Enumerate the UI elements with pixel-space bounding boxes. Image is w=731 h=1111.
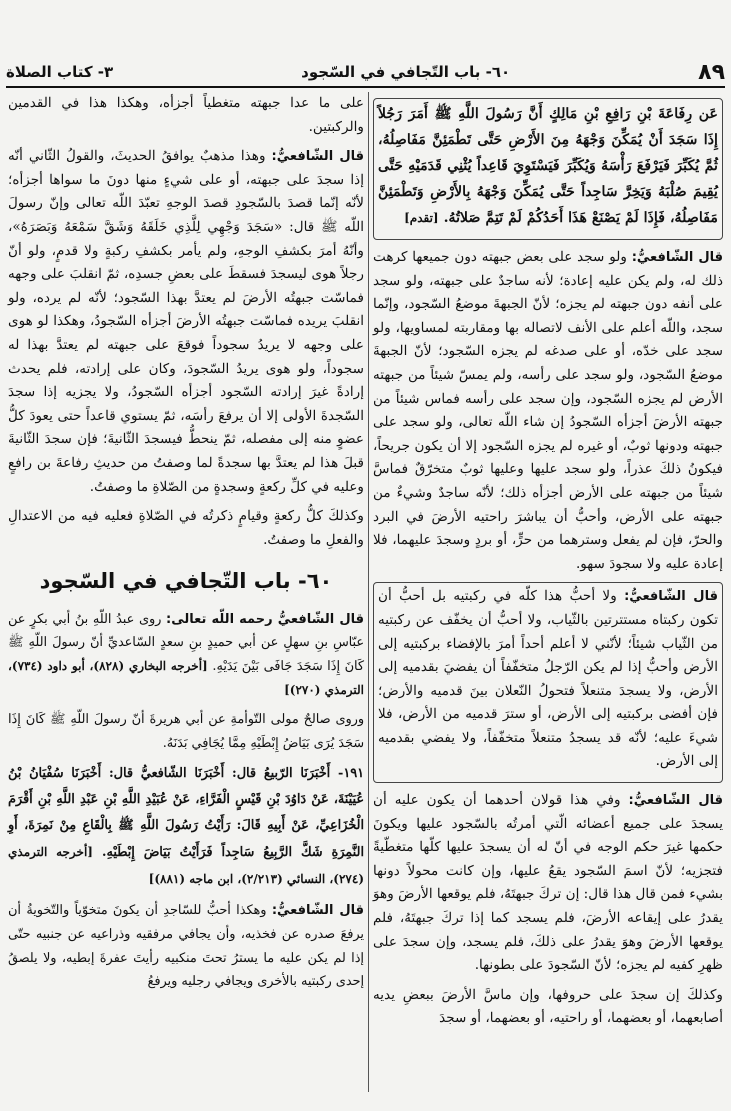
paragraph <box>8 899 364 993</box>
hadith-reference: [أخرجه البخاري (٨٢٨)، أبو داود (٧٣٤)، الترمذي (٢٧٠)] <box>8 659 364 697</box>
speaker-label: قال الشّافعيُّ: <box>628 793 723 809</box>
paragraph <box>373 246 723 576</box>
speaker-label: قال الشّافعيُّ: <box>631 250 723 265</box>
paragraph-text: وروى صالحٌ مولى التّوأمةِ عن أبي هريرةَ أنّ رسولَ اللّهِ ﷺ كَانَ إِذَا سَجَدَ يُرَى بَيَاضُ إِبْطَيْهِ مِمَّا يُجَافِي بَدَنَهُ. <box>8 712 364 751</box>
right-column <box>373 92 723 1037</box>
book-title: ٣- كتاب الصلاة <box>6 63 114 81</box>
paragraph <box>373 789 723 978</box>
paragraph-text: ولو سجد على بعض جبهته دون جميعها كرهت ذلك له، ولم يكن عليه إعادة؛ لأنه ساجدٌ على جبهته، ولو سجد على أنفه دون جبهته لم يجزه؛ لأنّ الجبهةَ موضعُ السّجود، وإنّما سجد، واللّه أعلم على الأنف لاتصاله بها ومقاربته لمساويها، ولو سجد على خدّه، أو على صدغه لم يجزه السّجود؛ لأنّ الجبهةَ موضعُ السّجود، ولو سجد على رأسه، ولم يمسّ شيئاً من جبهته الأرض لم يجزه السّجود، وإن سجد على رأسه فماس شيئاً من جبهته الأرضَ أجزأه السّجودُ إن شاء اللّه تعالى، ولو سجد على جبهته ودونها ثوبٌ، أو غيره لم يجزه السّجود إلا أن يكون جريحاً، فيكونُ ذلكَ عذراً، ولو سجد عليها وعليها ثوبٌ متخرّقٌ فماسَّ شيئاً من جبهته على الأرض أجزأه ذلك؛ لأنّه ساجدٌ وشيءٌ من جبهته على الأرض، وأحبُّ أن يباشرَ راحتيه الأرضَ في البرد والحرّ، فإن لم يفعل وسترهما من حرٍّ، أو بردٍ وسجدَ عليهما، فلا إعادة عليه ولا سجودَ سهو. <box>373 249 723 572</box>
paragraph-box <box>373 582 723 783</box>
chapter-heading: ٦٠- باب التّجافي في السّجود <box>39 569 333 594</box>
paragraph <box>8 92 364 139</box>
paragraph <box>8 708 364 755</box>
paragraph <box>373 984 723 1031</box>
running-title: ٦٠- باب التّجافي في السّجود <box>301 63 511 81</box>
paragraph-text: على ما عدا جبهته متغطياً أجزأه، وهكذا هذا في القدمين والركبتين. <box>8 95 364 135</box>
speaker-label: قال الشّافعيُّ رحمه اللّه تعالى: <box>166 611 364 627</box>
hadith-text: أَخْبَرَنَا سُفْيَانُ بْنُ عُيَيْنَةَ، عَنْ دَاوُدَ بْنِ قَيْسٍ الْفَرَّاءِ، عَنْ عُبَيْدِ اللَّهِ بْنِ عَبْدِ اللَّهِ بْنِ أَقْرَمَ الْخُزَاعِيِّ، عَنْ أَبِيهِ قَالَ: رَأَيْتُ رَسُولَ اللَّهِ ﷺ بِالْقَاعِ مِنْ نَمِرَةَ، أَوِ النَّمِرَةِ شَكَّ الرَّبِيعُ سَاجِداً فَرَأَيْتُ بَيَاضَ إِبْطَيْهِ. <box>8 766 364 861</box>
hadith-191 <box>8 761 364 893</box>
page-number: ٨٩ <box>698 59 725 85</box>
hadith-block <box>373 98 723 240</box>
paragraph-text: ولا أحبُّ هذا كلّه في ركبتيه بل أحبُّ أن تكون ركبتاه مستترتين بالثّياب، ولا أحبُّ أن يخفّف عن ركبتيه من الثّياب شيئاً؛ لأنّني لا أعلم أحداً أمرَ بالإفضاء بركبتيه إلى الأرض وأحبُّ إذا لم يكن الرّجلُ متخفّفاً أن يفضيَ بقدميه إلى الأرض، ولا يسجدَ متنعلاً فتحولُ النّعلان بينَ قدميه والأرض؛ فإن أفضى بركبتيه إلى الأرض، أو سترَ قدميه من الأرض، فلا شيءَ عليه؛ لأنّه قد يسجدُ متنعلاً متخفّفاً، ولا يفضي بقدميه إلى الأرض. <box>378 588 718 770</box>
left-column <box>8 92 364 1000</box>
speaker-label: قال الشّافعيُّ: <box>271 149 364 165</box>
speaker-label: قال الشّافعيُّ: <box>624 589 718 605</box>
paragraph-text: وفي هذا قولان أحدهما أن يكون عليه أن يسجدَ على جميع أعضائه الّتي أمرتُه بالسّجود عليها ويكونَ حكمها غيرَ حكم الوجه في أنّ له أن يسجدَ عليها كلّها متغطّيةً فتجزيه؛ لأنّ اسمَ السّجود يقعُ عليها، وإن كانت محولاً دونها بشيء فمن قال هذا قال: إن تركَ جبهتَهُ، فلم يوقعها الأرضَ وهوَ يقدرُ على إيقاعه الأرضَ، فلم يسجد كما إذا تركَ جبهتَهُ، فلم يوقعها الأرضَ وهوَ يقدرُ على ذلكَ، فلم يسجد، وإن سجدَ على ظهرِ كفيه لم يجزه؛ لأنّ السّجودَ على بطونها. <box>373 792 723 974</box>
paragraph-text: روى عبدُ اللّهِ بنُ أبي بكرٍ عن عبّاسِ بنِ سهلٍ عن أبي حميدٍ بنِ سعدٍ السّاعديِّ أنّ رسولَ اللّهِ ﷺ كَانَ إِذَا سَجَدَ جَافَى بَيْنَ يَدَيْهِ. <box>8 611 365 675</box>
paragraph <box>8 145 364 499</box>
hadith-reference: [أخرجه الترمذي (٢٧٤)، النسائي (٢/٢١٣)، ابن ماجه (٨٨١)] <box>8 845 364 887</box>
hadith-reference: [تقدم] <box>404 211 439 225</box>
hadith-text: عَن رِفَاعَةَ بْنِ رَافِعِ بْنِ مَالِكٍ أَنَّ رَسُولَ اللَّهِ ﷺ أَمَرَ رَجُلاً إِذَا سَجَدَ أَنْ يُمَكِّنَ وَجْهَهُ مِنَ الأَرْضِ حَتَّى تَطْمَئِنَّ مَفَاصِلُهُ، ثُمَّ يُكَبِّرَ فَيَرْفَعَ رَأْسَهُ وَيُكَبِّرَ فَيَسْتَوِيَ قَاعِداً يُثْنِي قَدَمَيْهِ حَتَّى يُقِيمَ صُلْبَهُ وَيَخِرَّ سَاجِداً حَتَّى يُمَكِّنَ وَجْهَهُ بِالأَرْضِ وَتَطْمَئِنَّ مَفَاصِلُهُ، فَإِذَا لَمْ يَصْنَعْ هَذَا أَحَدُكُمْ لَمْ تَتِمَّ صَلاتُهُ. <box>378 106 718 226</box>
paragraph <box>8 505 364 552</box>
hadith-chain: أَخْبَرَنَا الرّبيعُ قال: أَخْبَرَنَا الشّافعيُّ قال: <box>108 766 331 782</box>
column-divider <box>368 92 369 1092</box>
speaker-label: قال الشّافعيُّ: <box>271 903 364 919</box>
paragraph-text: وهذا مذهبٌ يوافقُ الحديثَ، والقولُ الثّاني أنّه إذا سجدَ على جبهته، أو على شيءٍ منها دونَ ما سواها أجزأه؛ لأنّه إنّما قصدَ بالسّجودِ قصدَ الوجهِ تعبّدَ اللّه تعالى وإنّ رسولَ اللّه ﷺ قال: «سَجَدَ وَجْهِي لِلَّذِي خَلَقَهُ وَشَقَّ سَمْعَهُ وَبَصَرَهُ»، وأنّهُ أمرَ بكشفِ الوجهِ، ولم يأمر بكشفِ ركبةٍ ولا قدمٍ، ولو أنّ رجلاً هوى ليسجدَ فسقطَ على بعضِ جسدِه، ثمّ انقلبَ على وجهه فماسّت جبهتُه الأرضَ لم يعتدَّ بهذا السّجود؛ لأنّه لم يرده، ولو انقلبَ يريده فماسّت جبهتُه الأرضَ أجزأه السّجودُ، وهكذا لو هوى على وجهه لا يريدُ سجوداً فوقعَ على جبهته لم يعتدَّ بهذا له سجوداً، ولو هوى يريدُ السّجودَ، وكان على إرادته، فلم يحدث إرادةً غيرَ إرادته السّجود أجزأه السّجودُ، ولا يجزيه إذا سجدَ السّجدةَ الأولى إلا أن يرفعَ رأسَه، ثمّ يستوي قاعداً حتى يعودَ كلُّ عضوٍ منه إلى مفصله، ثمّ ينحطُّ فيسجدَ الثّانيةَ؛ فإن سجدَ الثّانيةَ قبلَ هذا لم يعتدَّ بها سجدةً لما وصفتُ من حديثِ رفاعةَ بن رافعٍ وعليه في كلِّ ركعةٍ وسجدةٍ من الصّلاةِ ما وصفتُ. <box>8 148 364 495</box>
paragraph-text: وكذلكَ إن سجدَ على حروفها، وإن ماسَّ الأرضَ ببعضِ يديه أصابعهما، أو بعضهما، أو راحتيه، أو بعضهما، أو سجدَ <box>373 986 723 1027</box>
paragraph <box>8 608 364 702</box>
page-header <box>6 58 725 88</box>
hadith-number: ١٩١- <box>338 766 364 782</box>
paragraph-text: وهكذا أحبُّ للسّاجدِ أن يكونَ متخوّياً والتّخويةُ أن يرفعَ صدره عن فخذيه، وأن يجافي مرفقيه وذراعيه عن جنبيه حتّى إذا لم يكن عليه ما يسترُ تحتَ منكبيه رأيتَ عفرةَ إبطيه، ولا يلصقُ إحدى ركبتيه بالأخرى ويجافي رجليه ويرفعُ <box>8 903 364 990</box>
paragraph-text: وكذلكَ كلُّ ركعةٍ وقيامٍ ذكرتُه في الصّلاةِ فعليه فيه من الاعتدالِ والفعلِ ما وصفتُ. <box>8 508 364 548</box>
